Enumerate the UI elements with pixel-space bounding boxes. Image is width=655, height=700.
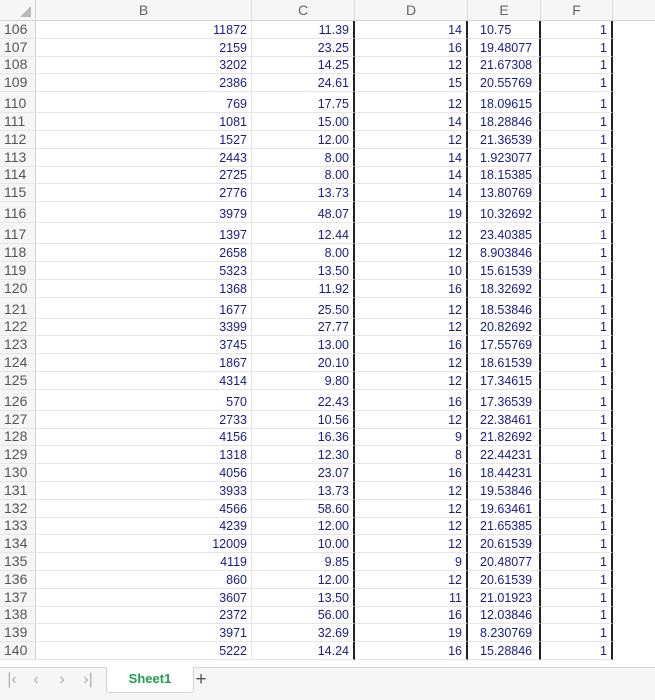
row-number[interactable]: 117: [0, 223, 36, 244]
cell-f[interactable]: 1: [541, 607, 613, 625]
cell-d[interactable]: 12: [355, 535, 468, 553]
cell-c[interactable]: 12.00: [252, 571, 355, 589]
table-row: [0, 336, 655, 354]
cell-d[interactable]: 11: [355, 589, 468, 607]
cell-c[interactable]: 27.77: [252, 319, 355, 337]
cell-c[interactable]: 12.00: [252, 131, 355, 149]
cell-d[interactable]: 12: [355, 354, 468, 372]
cell-d[interactable]: 14: [355, 184, 468, 202]
cell-c[interactable]: 11.39: [252, 21, 355, 39]
cell-d[interactable]: 8: [355, 446, 468, 464]
cell-b[interactable]: 4056: [36, 464, 252, 482]
select-all-triangle-icon: [20, 6, 31, 17]
table-row: [0, 411, 655, 429]
cell-c[interactable]: 10.56: [252, 411, 355, 429]
cell-e[interactable]: 22.44231: [468, 446, 541, 464]
cell-c[interactable]: 15.00: [252, 113, 355, 131]
row-number[interactable]: 131: [0, 482, 36, 500]
column-header-d[interactable]: D: [355, 0, 468, 21]
cell-f[interactable]: 1: [541, 319, 613, 337]
row-number[interactable]: 122: [0, 319, 36, 337]
cell-b[interactable]: 12009: [36, 535, 252, 553]
cell-f[interactable]: 1: [541, 535, 613, 553]
row-number[interactable]: 109: [0, 74, 36, 92]
cell-e[interactable]: 21.65385: [468, 518, 541, 536]
cell-b[interactable]: 1677: [36, 298, 252, 319]
cell-c[interactable]: 13.73: [252, 184, 355, 202]
cell-c[interactable]: 22.43: [252, 390, 355, 411]
row-number[interactable]: 134: [0, 535, 36, 553]
cell-d[interactable]: 12: [355, 57, 468, 75]
cell-f[interactable]: 1: [541, 464, 613, 482]
row-number[interactable]: 113: [0, 149, 36, 167]
cell-b[interactable]: 4156: [36, 429, 252, 447]
table-row: [0, 167, 655, 185]
row-number[interactable]: 119: [0, 262, 36, 280]
cell-d[interactable]: 12: [355, 372, 468, 390]
row-number[interactable]: 114: [0, 167, 36, 185]
row-number[interactable]: 124: [0, 354, 36, 372]
cell-b[interactable]: 3399: [36, 319, 252, 337]
cell-d[interactable]: 14: [355, 167, 468, 185]
cell-d[interactable]: 16: [355, 390, 468, 411]
cell-b[interactable]: 11872: [36, 21, 252, 39]
cell-f[interactable]: 1: [541, 571, 613, 589]
cell-c[interactable]: 58.60: [252, 500, 355, 518]
cell-f[interactable]: 1: [541, 92, 613, 113]
table-row: [0, 518, 655, 536]
cell-b[interactable]: 2733: [36, 411, 252, 429]
cell-b[interactable]: 1368: [36, 280, 252, 298]
cell-f[interactable]: 1: [541, 74, 613, 92]
cell-b[interactable]: 2386: [36, 74, 252, 92]
cell-b[interactable]: 1397: [36, 223, 252, 244]
cell-e[interactable]: 17.34615: [468, 372, 541, 390]
row-number[interactable]: 123: [0, 336, 36, 354]
cell-c[interactable]: 32.69: [252, 624, 355, 642]
cell-e[interactable]: 19.53846: [468, 482, 541, 500]
cell-f[interactable]: 1: [541, 39, 613, 57]
table-row: [0, 589, 655, 607]
table-row: [0, 57, 655, 75]
table-row: [0, 500, 655, 518]
cell-e[interactable]: 18.28846: [468, 113, 541, 131]
column-header-b[interactable]: B: [36, 0, 252, 21]
cell-b[interactable]: 769: [36, 92, 252, 113]
cell-b[interactable]: 2159: [36, 39, 252, 57]
cell-b[interactable]: 1527: [36, 131, 252, 149]
cell-b[interactable]: 2725: [36, 167, 252, 185]
cell-d[interactable]: 12: [355, 131, 468, 149]
table-row: [0, 113, 655, 131]
cell-c[interactable]: 25.50: [252, 298, 355, 319]
cell-b[interactable]: 860: [36, 571, 252, 589]
cell-e[interactable]: 21.36539: [468, 131, 541, 149]
table-row: [0, 390, 655, 411]
table-row: [0, 202, 655, 223]
row-number[interactable]: 126: [0, 390, 36, 411]
cell-b[interactable]: 3933: [36, 482, 252, 500]
row-number[interactable]: 138: [0, 607, 36, 625]
row-number[interactable]: 120: [0, 280, 36, 298]
table-row: [0, 244, 655, 262]
cell-e[interactable]: 1.923077: [468, 149, 541, 167]
cell-d[interactable]: 16: [355, 607, 468, 625]
table-row: [0, 553, 655, 571]
cell-f[interactable]: 1: [541, 167, 613, 185]
cell-d[interactable]: 12: [355, 319, 468, 337]
cell-d[interactable]: 12: [355, 223, 468, 244]
cell-c[interactable]: 23.25: [252, 39, 355, 57]
cell-d[interactable]: 16: [355, 336, 468, 354]
cell-e[interactable]: 18.61539: [468, 354, 541, 372]
cell-f[interactable]: 1: [541, 298, 613, 319]
cell-d[interactable]: 12: [355, 482, 468, 500]
cell-c[interactable]: 9.80: [252, 372, 355, 390]
cell-f[interactable]: 1: [541, 223, 613, 244]
row-number[interactable]: 110: [0, 92, 36, 113]
cell-d[interactable]: 14: [355, 21, 468, 39]
row-number[interactable]: 121: [0, 298, 36, 319]
column-header-f[interactable]: F: [541, 0, 613, 21]
cell-c[interactable]: 23.07: [252, 464, 355, 482]
cell-b[interactable]: 4566: [36, 500, 252, 518]
cell-c[interactable]: 12.44: [252, 223, 355, 244]
cell-e[interactable]: 18.44231: [468, 464, 541, 482]
cell-c[interactable]: 16.36: [252, 429, 355, 447]
cell-e[interactable]: 19.63461: [468, 500, 541, 518]
cell-f[interactable]: 1: [541, 184, 613, 202]
cell-c[interactable]: 20.10: [252, 354, 355, 372]
cell-e[interactable]: 18.15385: [468, 167, 541, 185]
cell-e[interactable]: 8.903846: [468, 244, 541, 262]
row-number[interactable]: 112: [0, 131, 36, 149]
table-row: [0, 149, 655, 167]
cell-d[interactable]: 14: [355, 149, 468, 167]
cell-e[interactable]: 21.67308: [468, 57, 541, 75]
cell-c[interactable]: 13.50: [252, 262, 355, 280]
cell-d[interactable]: 12: [355, 411, 468, 429]
cell-d[interactable]: 12: [355, 92, 468, 113]
cell-c[interactable]: 8.00: [252, 167, 355, 185]
table-row: [0, 184, 655, 202]
cell-e[interactable]: 18.53846: [468, 298, 541, 319]
row-number[interactable]: 130: [0, 464, 36, 482]
cell-f[interactable]: 1: [541, 244, 613, 262]
cell-e[interactable]: 15.61539: [468, 262, 541, 280]
row-number[interactable]: 115: [0, 184, 36, 202]
cell-b[interactable]: 4119: [36, 553, 252, 571]
cell-e[interactable]: 18.32692: [468, 280, 541, 298]
table-row: [0, 372, 655, 390]
cell-f[interactable]: 1: [541, 446, 613, 464]
cell-d[interactable]: 9: [355, 553, 468, 571]
cell-f[interactable]: 1: [541, 131, 613, 149]
table-row: [0, 21, 655, 39]
row-number[interactable]: 136: [0, 571, 36, 589]
cell-c[interactable]: 12.00: [252, 518, 355, 536]
cell-e[interactable]: 21.01923: [468, 589, 541, 607]
cell-e[interactable]: 10.75: [468, 21, 541, 39]
cell-f[interactable]: 1: [541, 149, 613, 167]
cell-e[interactable]: 23.40385: [468, 223, 541, 244]
table-row: [0, 319, 655, 337]
cell-d[interactable]: 12: [355, 244, 468, 262]
cell-f[interactable]: 1: [541, 372, 613, 390]
cell-c[interactable]: 8.00: [252, 149, 355, 167]
cell-d[interactable]: 16: [355, 39, 468, 57]
cell-d[interactable]: 15: [355, 74, 468, 92]
cell-f[interactable]: 1: [541, 553, 613, 571]
cell-f[interactable]: 1: [541, 57, 613, 75]
row-number[interactable]: 125: [0, 372, 36, 390]
cell-d[interactable]: 12: [355, 298, 468, 319]
cell-b[interactable]: 3971: [36, 624, 252, 642]
cell-e[interactable]: 8.230769: [468, 624, 541, 642]
table-row: [0, 39, 655, 57]
cell-d[interactable]: 19: [355, 624, 468, 642]
row-number[interactable]: 140: [0, 642, 36, 660]
cell-d[interactable]: 16: [355, 464, 468, 482]
table-row: [0, 624, 655, 642]
cell-e[interactable]: 22.38461: [468, 411, 541, 429]
table-row: [0, 131, 655, 149]
cell-b[interactable]: 4239: [36, 518, 252, 536]
cell-e[interactable]: 20.61539: [468, 571, 541, 589]
cell-c[interactable]: 8.00: [252, 244, 355, 262]
row-number[interactable]: 135: [0, 553, 36, 571]
table-row: [0, 354, 655, 372]
cell-e[interactable]: 20.82692: [468, 319, 541, 337]
select-all-corner[interactable]: [0, 0, 36, 21]
cell-b[interactable]: 3979: [36, 202, 252, 223]
table-row: [0, 92, 655, 113]
cell-f[interactable]: 1: [541, 202, 613, 223]
column-header-row: [0, 0, 655, 21]
cell-f[interactable]: 1: [541, 500, 613, 518]
cell-b[interactable]: 5323: [36, 262, 252, 280]
last-sheet-icon[interactable]: ›|: [83, 671, 93, 688]
plus-icon[interactable]: +: [195, 669, 207, 690]
prev-sheet-icon[interactable]: ‹: [33, 671, 39, 688]
table-row: [0, 429, 655, 447]
cell-f[interactable]: 1: [541, 280, 613, 298]
row-number[interactable]: 106: [0, 21, 36, 39]
table-row: [0, 446, 655, 464]
column-header-e[interactable]: E: [468, 0, 541, 21]
cell-c[interactable]: 14.25: [252, 57, 355, 75]
cell-e[interactable]: 20.48077: [468, 553, 541, 571]
cell-d[interactable]: 16: [355, 642, 468, 660]
cell-f[interactable]: 1: [541, 624, 613, 642]
cell-e[interactable]: 12.03846: [468, 607, 541, 625]
table-row: [0, 607, 655, 625]
cell-e[interactable]: 21.82692: [468, 429, 541, 447]
first-sheet-icon[interactable]: |‹: [7, 671, 17, 688]
cell-b[interactable]: 1318: [36, 446, 252, 464]
cell-d[interactable]: 10: [355, 262, 468, 280]
cell-b[interactable]: 2776: [36, 184, 252, 202]
cell-d[interactable]: 19: [355, 202, 468, 223]
row-number[interactable]: 127: [0, 411, 36, 429]
row-number[interactable]: 108: [0, 57, 36, 75]
cell-f[interactable]: 1: [541, 429, 613, 447]
cell-e[interactable]: 13.80769: [468, 184, 541, 202]
column-header-c[interactable]: C: [252, 0, 355, 21]
cell-f[interactable]: 1: [541, 21, 613, 39]
cell-f[interactable]: 1: [541, 354, 613, 372]
table-row: [0, 535, 655, 553]
table-row: [0, 223, 655, 244]
row-number[interactable]: 133: [0, 518, 36, 536]
table-row: [0, 262, 655, 280]
cell-b[interactable]: 1867: [36, 354, 252, 372]
table-row: [0, 74, 655, 92]
row-number[interactable]: 116: [0, 202, 36, 223]
cell-c[interactable]: 9.85: [252, 553, 355, 571]
cell-f[interactable]: 1: [541, 262, 613, 280]
row-number[interactable]: 118: [0, 244, 36, 262]
cell-f[interactable]: 1: [541, 589, 613, 607]
cell-e[interactable]: 17.36539: [468, 390, 541, 411]
cell-f[interactable]: 1: [541, 336, 613, 354]
cell-b[interactable]: 3202: [36, 57, 252, 75]
cell-e[interactable]: 18.09615: [468, 92, 541, 113]
cell-c[interactable]: 14.24: [252, 642, 355, 660]
sheet-tab-bar: [0, 667, 655, 700]
cell-d[interactable]: 16: [355, 280, 468, 298]
cell-d[interactable]: 12: [355, 571, 468, 589]
cell-c[interactable]: 56.00: [252, 607, 355, 625]
row-number[interactable]: 132: [0, 500, 36, 518]
cell-b[interactable]: 570: [36, 390, 252, 411]
cell-c[interactable]: 24.61: [252, 74, 355, 92]
cell-d[interactable]: 14: [355, 113, 468, 131]
table-row: [0, 482, 655, 500]
sheet-tab-sheet1[interactable]: Sheet1: [106, 667, 194, 693]
table-row: [0, 280, 655, 298]
cell-b[interactable]: 1081: [36, 113, 252, 131]
cell-c[interactable]: 13.50: [252, 589, 355, 607]
cell-f[interactable]: 1: [541, 518, 613, 536]
cell-d[interactable]: 12: [355, 518, 468, 536]
cell-b[interactable]: 2443: [36, 149, 252, 167]
cell-f[interactable]: 1: [541, 482, 613, 500]
table-row: [0, 298, 655, 319]
cell-e[interactable]: 19.48077: [468, 39, 541, 57]
cell-e[interactable]: 20.61539: [468, 535, 541, 553]
cell-f[interactable]: 1: [541, 113, 613, 131]
cell-b[interactable]: 4314: [36, 372, 252, 390]
cell-c[interactable]: 12.30: [252, 446, 355, 464]
cell-f[interactable]: 1: [541, 642, 613, 660]
cell-b[interactable]: 2658: [36, 244, 252, 262]
row-number[interactable]: 128: [0, 429, 36, 447]
cell-b[interactable]: 3607: [36, 589, 252, 607]
cell-e[interactable]: 15.28846: [468, 642, 541, 660]
cell-b[interactable]: 5222: [36, 642, 252, 660]
cell-e[interactable]: 10.32692: [468, 202, 541, 223]
cell-b[interactable]: 3745: [36, 336, 252, 354]
row-number[interactable]: 139: [0, 624, 36, 642]
cell-c[interactable]: 13.73: [252, 482, 355, 500]
table-row: [0, 571, 655, 589]
cell-d[interactable]: 9: [355, 429, 468, 447]
row-number[interactable]: 107: [0, 39, 36, 57]
cell-b[interactable]: 2372: [36, 607, 252, 625]
row-number[interactable]: 137: [0, 589, 36, 607]
cell-d[interactable]: 12: [355, 500, 468, 518]
cell-c[interactable]: 48.07: [252, 202, 355, 223]
row-number[interactable]: 111: [0, 113, 36, 131]
row-number[interactable]: 129: [0, 446, 36, 464]
cell-c[interactable]: 10.00: [252, 535, 355, 553]
cell-c[interactable]: 17.75: [252, 92, 355, 113]
table-row: [0, 642, 655, 660]
cell-e[interactable]: 20.55769: [468, 74, 541, 92]
cell-f[interactable]: 1: [541, 390, 613, 411]
next-sheet-icon[interactable]: ›: [59, 671, 65, 688]
cell-c[interactable]: 11.92: [252, 280, 355, 298]
cell-f[interactable]: 1: [541, 411, 613, 429]
table-row: [0, 464, 655, 482]
cell-e[interactable]: 17.55769: [468, 336, 541, 354]
spreadsheet-grid[interactable]: [0, 21, 655, 667]
cell-c[interactable]: 13.00: [252, 336, 355, 354]
